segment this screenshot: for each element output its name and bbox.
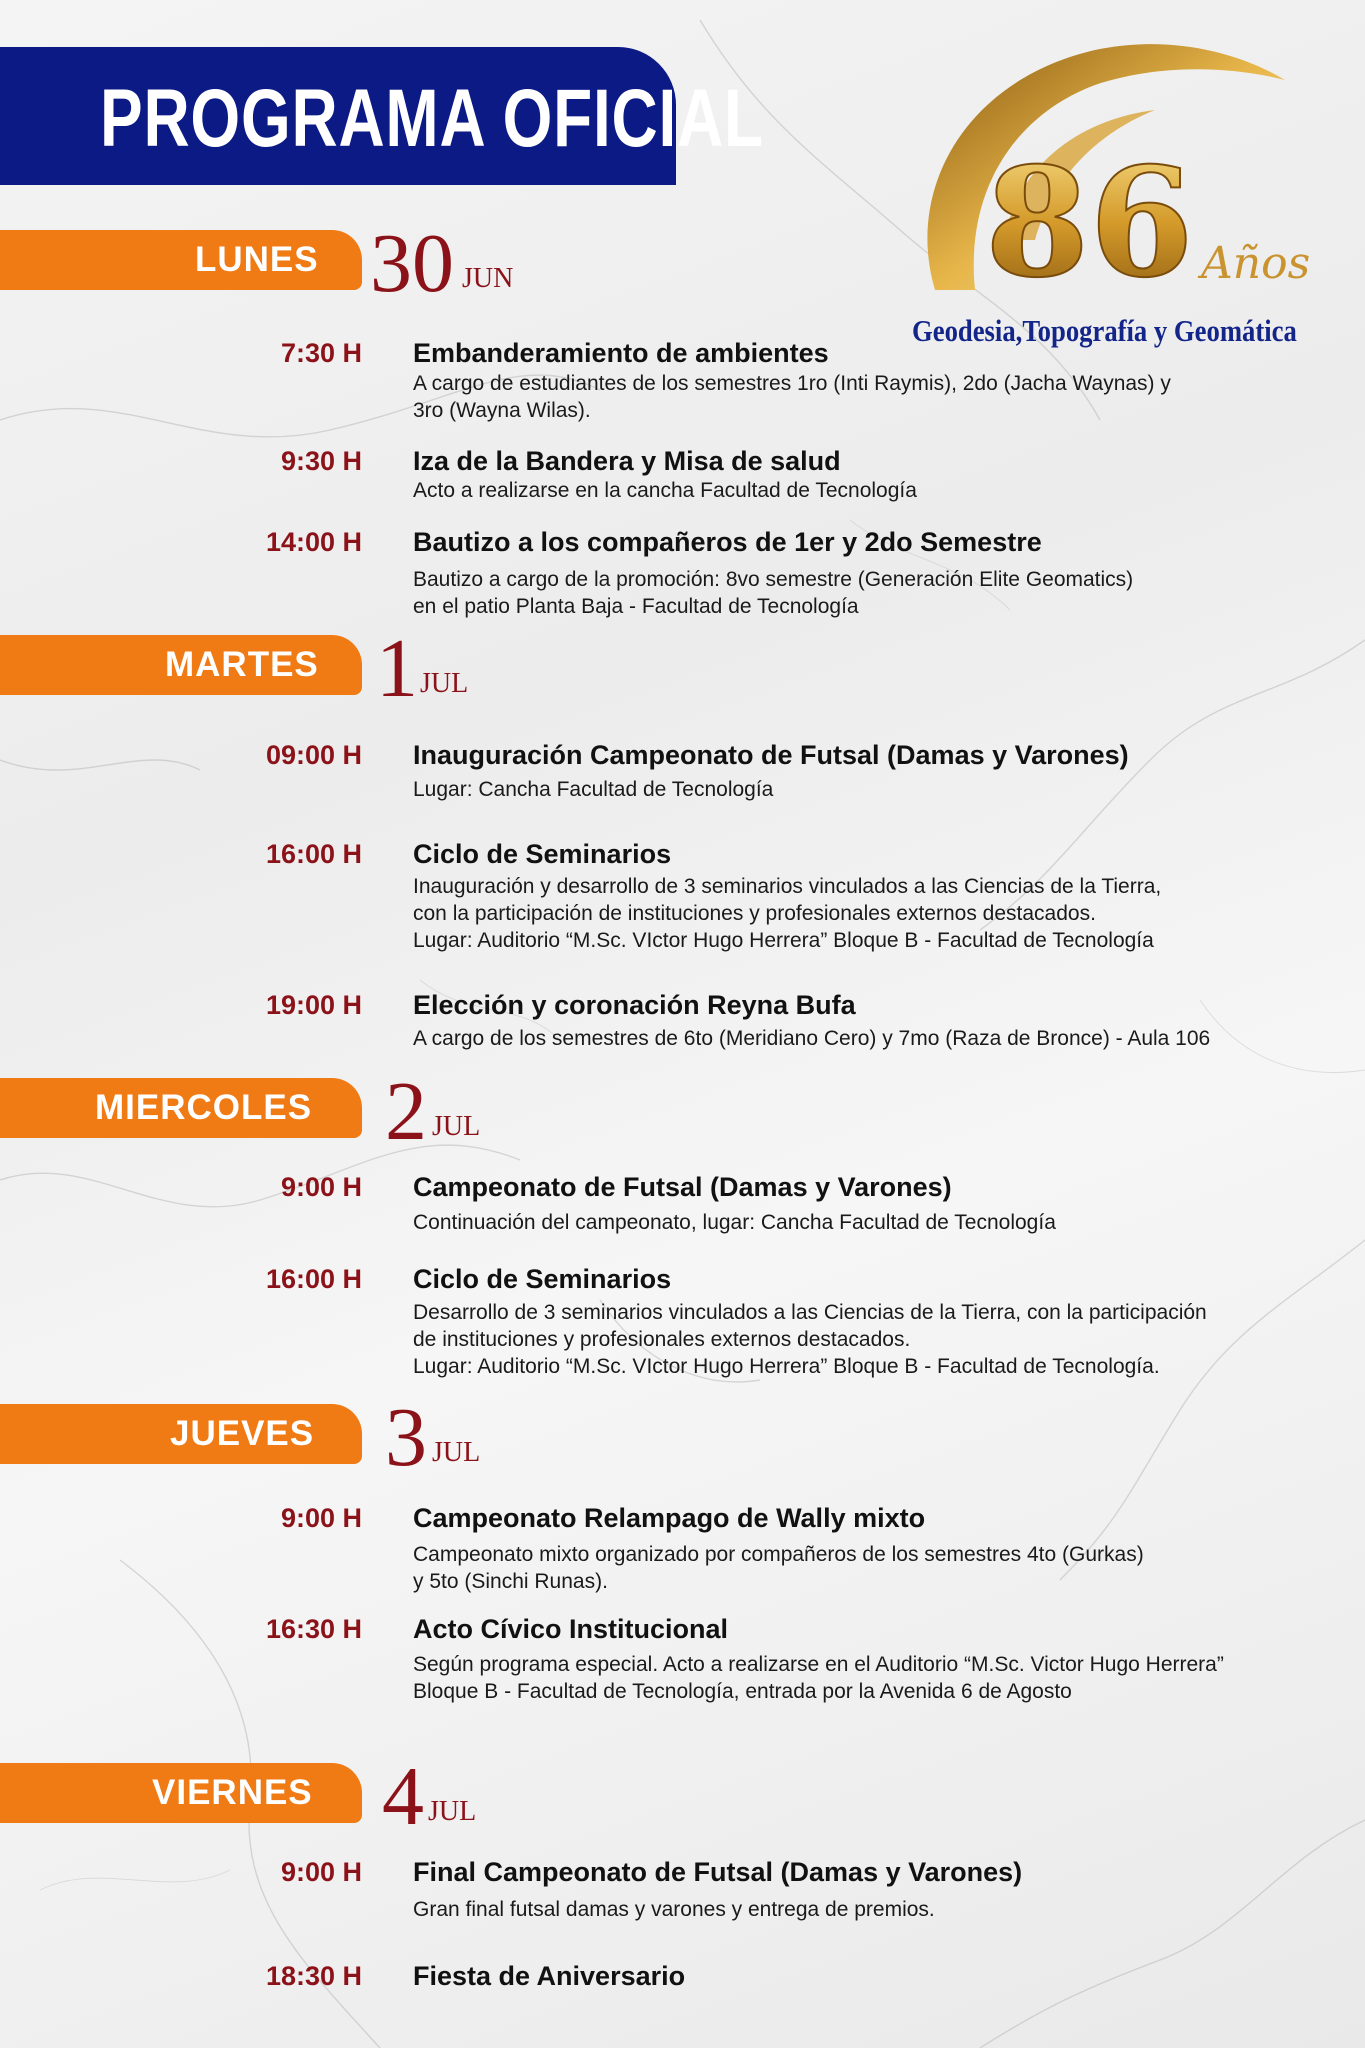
event-time: 19:00 H	[265, 990, 362, 1020]
day-number: 30	[370, 217, 454, 310]
event-time: 9:00 H	[280, 1857, 362, 1887]
event-title: Inauguración Campeonato de Futsal (Damas y Varones)	[413, 740, 1129, 770]
day-number: 2	[385, 1065, 427, 1158]
day-month: JUL	[432, 1111, 481, 1142]
day-name: LUNES	[195, 240, 319, 279]
event-time: 7:30 H	[280, 338, 362, 368]
page-title: PROGRAMA OFICIAL	[100, 73, 764, 164]
event-title: Embanderamiento de ambientes	[413, 338, 829, 368]
event-time: 9:30 H	[280, 446, 362, 476]
event-time: 14:00 H	[265, 527, 362, 557]
event-description: Acto a realizarse en la cancha Facultad de Tecnología	[413, 479, 917, 502]
day-number: 3	[385, 1391, 427, 1484]
logo-word: Años	[1201, 238, 1311, 289]
day-month: JUL	[428, 1796, 477, 1827]
event-time: 18:30 H	[265, 1961, 362, 1991]
event-description: Desarrollo de 3 seminarios vinculados a las Ciencias de la Tierra, con la participación de instituciones y profesionales externos destacados. Lugar: Auditorio “M.Sc. VIctor Hugo Herrera” Bloque B - Facultad de Tecnología.	[413, 1301, 1207, 1378]
event-time: 09:00 H	[265, 740, 362, 770]
event-title: Ciclo de Seminarios	[413, 1264, 672, 1294]
day-name: MARTES	[165, 645, 319, 684]
event-title: Bautizo a los compañeros de 1er y 2do Semestre	[413, 527, 1042, 557]
event-title: Final Campeonato de Futsal (Damas y Varones)	[413, 1857, 1023, 1887]
event-description: A cargo de los semestres de 6to (Meridiano Cero) y 7mo (Raza de Bronce) - Aula 106	[413, 1027, 1211, 1050]
event-description: Gran final futsal damas y varones y entrega de premios.	[413, 1898, 935, 1921]
day-name: JUEVES	[170, 1414, 315, 1453]
event-title: Fiesta de Aniversario	[413, 1961, 686, 1991]
event-time: 16:00 H	[265, 1264, 362, 1294]
event-title: Campeonato de Futsal (Damas y Varones)	[413, 1172, 952, 1202]
event-title: Acto Cívico Institucional	[413, 1614, 729, 1644]
day-number: 4	[382, 1750, 424, 1843]
day-month: JUL	[420, 668, 469, 699]
event-description: A cargo de estudiantes de los semestres 1ro (Inti Raymis), 2do (Jacha Waynas) y 3ro (Wayna Wilas).	[413, 372, 1171, 422]
event-description: Lugar: Cancha Facultad de Tecnología	[413, 778, 774, 801]
day-month: JUN	[462, 263, 514, 294]
event-description: Inauguración y desarrollo de 3 seminarios vinculados a las Ciencias de la Tierra, con la participación de instituciones y profesionales externos destacados. Lugar: Auditorio “M.Sc. VIctor Hugo Herrera” Bloque B - Facultad de Tecnología	[413, 875, 1162, 952]
logo-number: 86	[985, 135, 1194, 311]
event-title: Iza de la Bandera y Misa de salud	[413, 446, 841, 476]
event-title: Ciclo de Seminarios	[413, 839, 672, 869]
event-description: Según programa especial. Acto a realizarse en el Auditorio “M.Sc. Victor Hugo Herrera” Bloque B - Facultad de Tecnología, entrada por la Avenida 6 de Agosto	[413, 1653, 1224, 1703]
event-time: 9:00 H	[280, 1503, 362, 1533]
event-description: Continuación del campeonato, lugar: Cancha Facultad de Tecnología	[413, 1211, 1056, 1234]
day-name: VIERNES	[152, 1773, 313, 1812]
event-title: Elección y coronación Reyna Bufa	[413, 990, 856, 1020]
event-time: 9:00 H	[280, 1172, 362, 1202]
event-time: 16:30 H	[265, 1614, 362, 1644]
event-description: Bautizo a cargo de la promoción: 8vo semestre (Generación Elite Geomatics) en el patio Planta Baja - Facultad de Tecnología	[413, 568, 1134, 618]
day-month: JUL	[432, 1437, 481, 1468]
day-name: MIERCOLES	[95, 1088, 313, 1127]
logo-subtitle: Geodesia,Topografía y Geomática	[912, 313, 1297, 348]
event-title: Campeonato Relampago de Wally mixto	[413, 1503, 926, 1533]
event-time: 16:00 H	[265, 839, 362, 869]
day-number: 1	[376, 622, 418, 715]
event-description: Campeonato mixto organizado por compañeros de los semestres 4to (Gurkas) y 5to (Sinchi Runas).	[413, 1543, 1144, 1593]
